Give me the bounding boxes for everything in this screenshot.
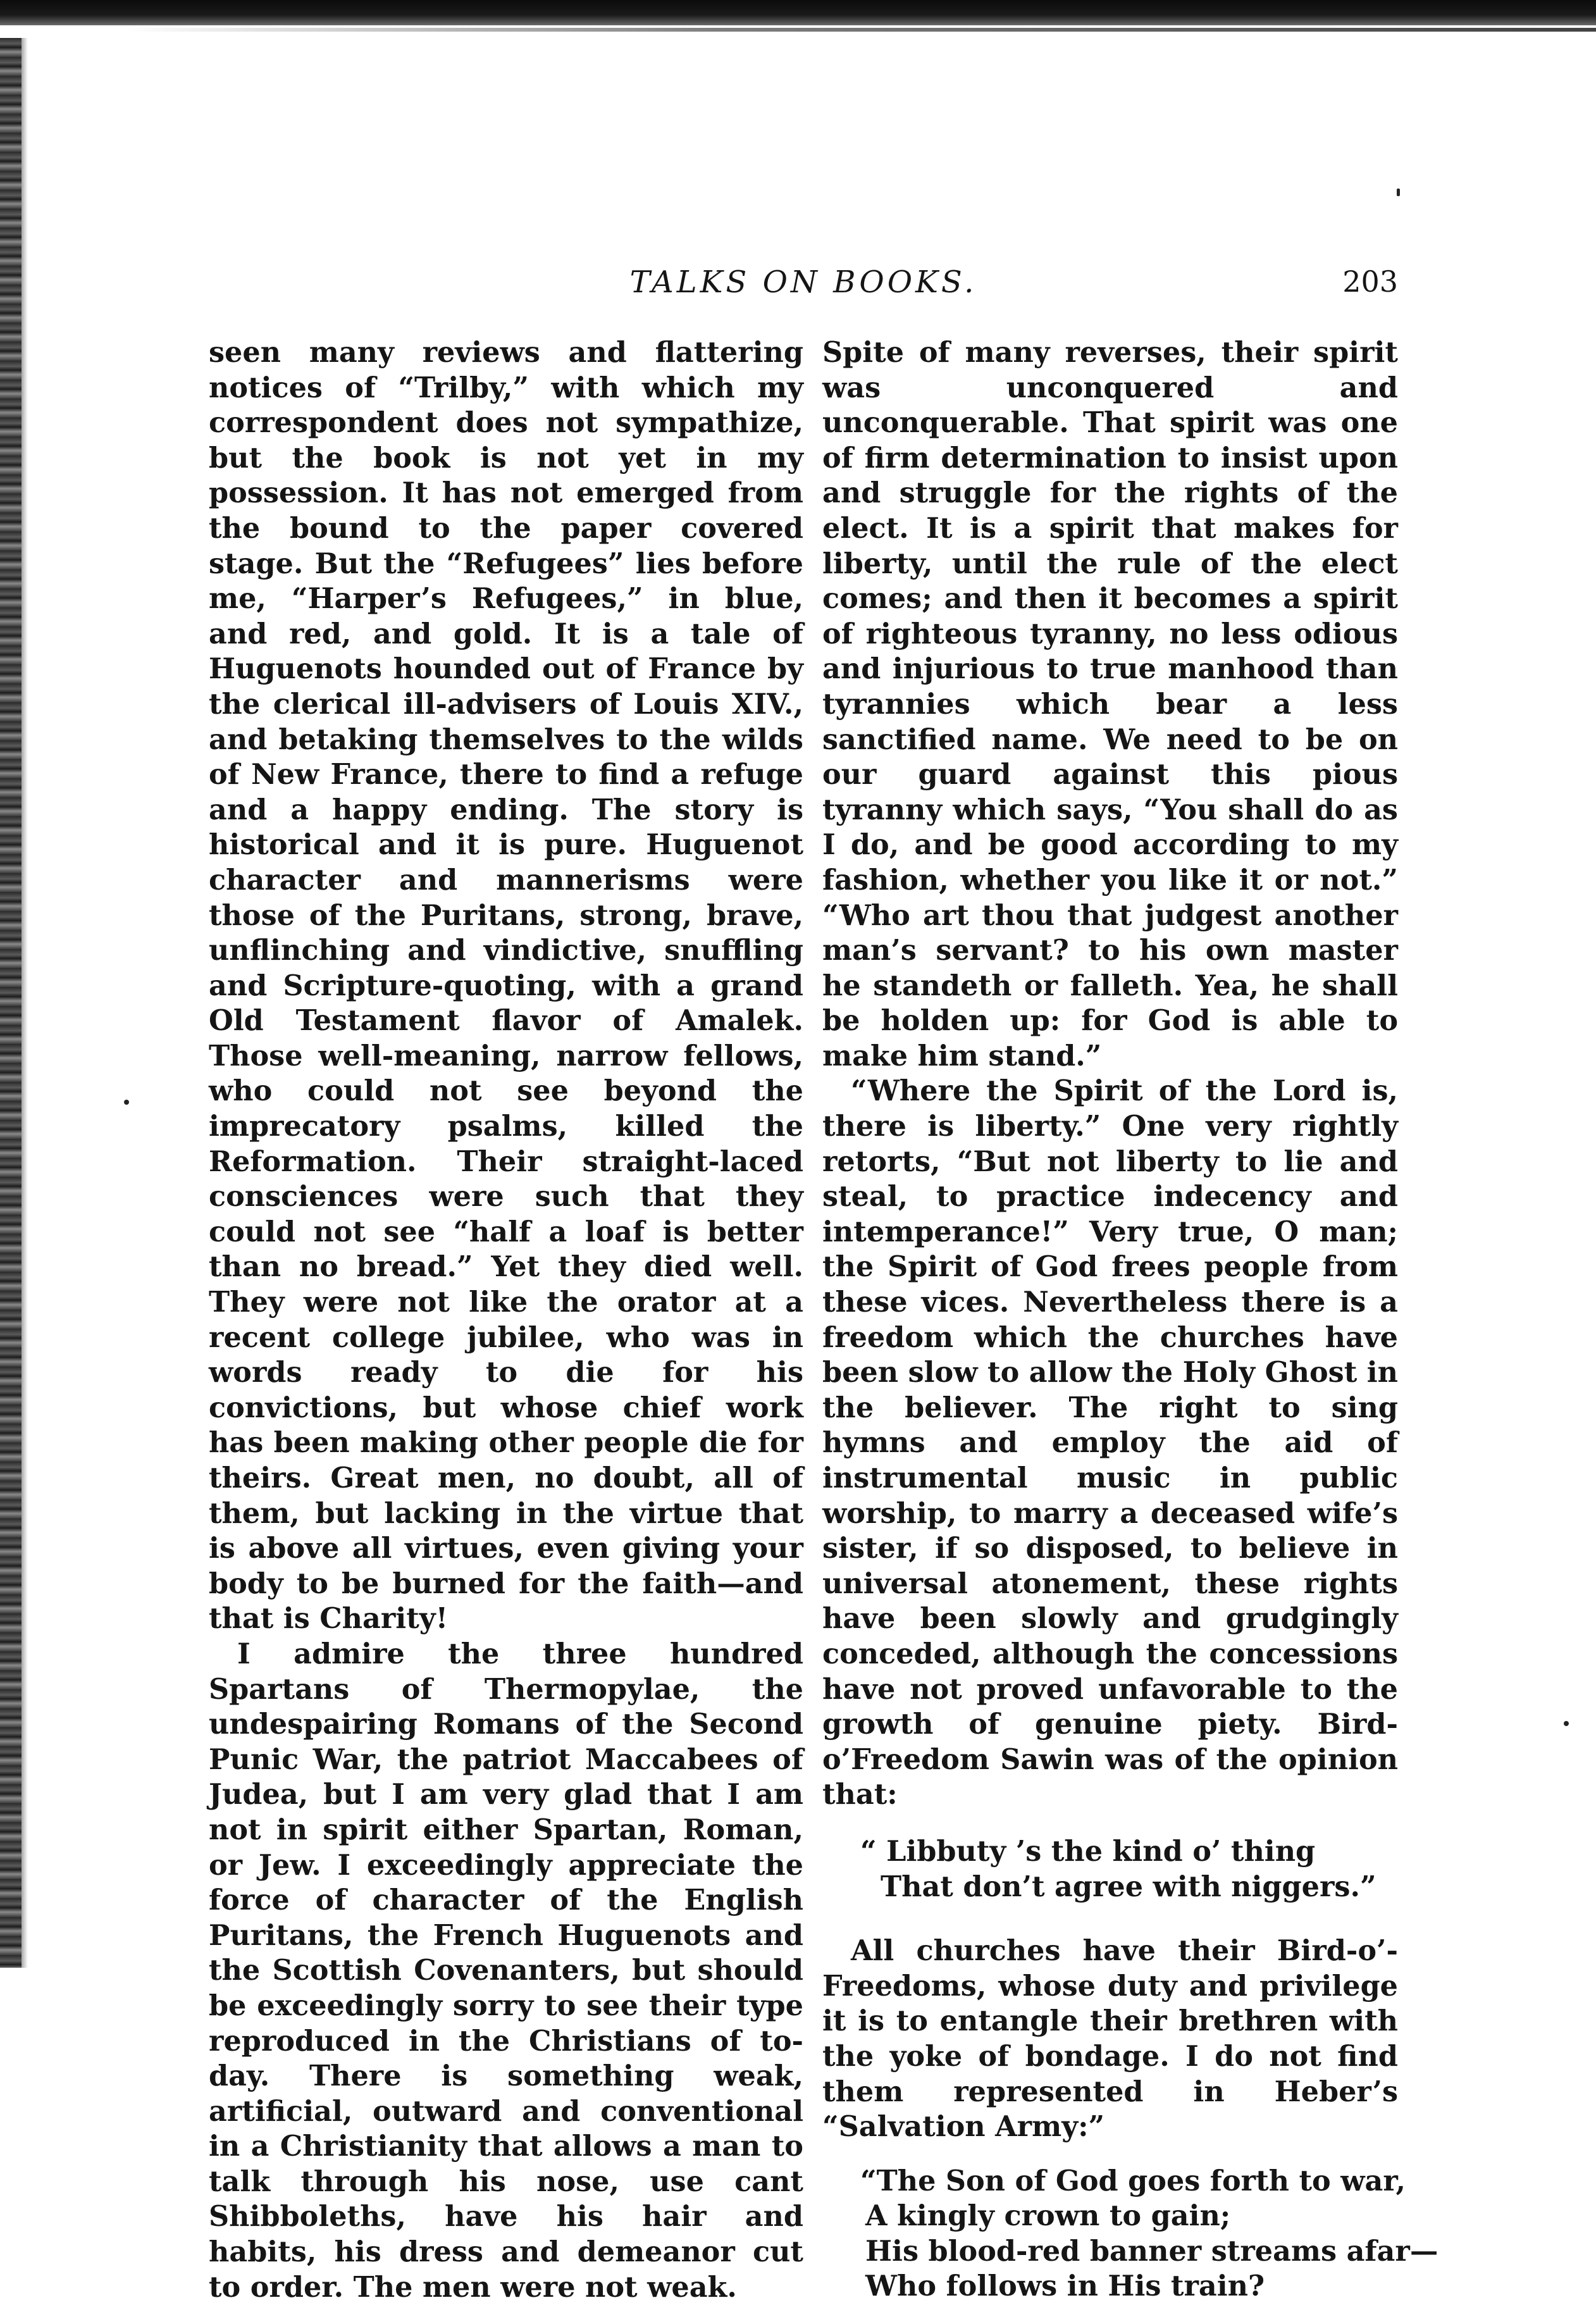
hymn-quote <box>860 2164 1438 2304</box>
left-column <box>209 335 803 2305</box>
paragraph: I admire the three hundred Spartans of Thermopylae, the undespairing Romans of the Second Punic War, the patriot Maccabees of Judea, but I am very glad that I am not in spirit either Spartan, Roman, or Jew. I exceedingly appreciate the force of character of the English Puritans, the French Huguenots and the Scottish Covenanters, but should be exceedingly sorry to see their type reproduced in the Christians of to-day. There is something weak, artificial, outward and conventional in a Christianity that allows a man to talk through his nose, use cant Shibboleths, have his hair and habits, his dress and demeanor cut to order. The men were not weak. <box>209 1637 803 2304</box>
scan-top-edge <box>0 0 1596 25</box>
verse-line: “The Son of God goes forth to war, <box>860 2164 1406 2197</box>
scan-binding-shadow <box>22 38 28 1968</box>
scan-binding-edge <box>0 38 22 1968</box>
page-number: 203 <box>1342 264 1398 299</box>
scan-speck <box>1564 1721 1569 1726</box>
verse-line: That don’t agree with niggers.” <box>881 1870 1376 1903</box>
verse-quote <box>860 1834 1398 1904</box>
scan-speck <box>124 1100 129 1105</box>
verse-line: His blood-red banner streams afar— <box>865 2234 1438 2268</box>
paragraph: seen many reviews and flattering notices of “Trilby,” with which my correspondent does not sympathize, but the book is not yet in my possession. It has not emerged from the bound to the paper covered stage. But the “Refugees” lies before me, “Harper’s Refugees,” in blue, and red, and gold. It is a tale of Huguenots hounded out of France by the clerical ill-advisers of Louis XIV., and betaking themselves to the wilds of New France, there to find a refuge and a happy ending. The story is historical and it is pure. Huguenot character and mannerisms were those of the Puritans, strong, brave, unflinching and vindictive, snuffling and Scripture-quoting, with a grand Old Testament flavor of Amalek. Those well-meaning, narrow fellows, who could not see beyond the imprecatory psalms, killed the Reformation. Their straight-laced consciences were such that they could not see “half a loaf is better than no bread.” Yet they died well. They were not like the orator at a recent college jubilee, who was in words ready to die for his convictions, but whose chief work has been making other people die for theirs. Great men, no doubt, all of them, but lacking in the virtue that is above all virtues, even giving your body to be burned for the faith—and that is Charity! <box>209 336 803 1636</box>
paragraph: All churches have their Bird-o’-Freedoms, whose duty and privilege it is to entangle their brethren with the yoke of bondage. I do not find them represented in Heber’s “Salvation Army:” <box>822 1934 1398 2144</box>
paragraph: Spite of many reverses, their spirit was unconquered and unconquerable. That spirit was one of firm determination to insist upon and struggle for the rights of the elect. It is a spirit that makes for liberty, until the rule of the elect comes; and then it becomes a spirit of righteous tyranny, no less odious and injurious to true manhood than tyrannies which bear a less sanctified name. We need to be on our guard against this pious tyranny which says, “You shall do as I do, and be good according to my fashion, whether you like it or not.” “Who art thou that judgest another man’s servant? to his own master he standeth or falleth. Yea, he shall be holden up: for God is able to make him stand.” <box>822 336 1398 1072</box>
verse-line: Who follows in His train? <box>865 2270 1265 2303</box>
scan-speck <box>1397 189 1400 196</box>
right-column <box>822 335 1438 2304</box>
paragraph: “Where the Spirit of the Lord is, there is liberty.” One very rightly retorts, “But not liberty to lie and steal, to practice indecency and intemperance!” Very true, O man; the Spirit of God frees people from these vices. Nevertheless there is a freedom which the churches have been slow to allow the Holy Ghost in the believer. The right to sing hymns and employ the aid of instrumental music in public worship, to marry a deceased wife’s sister, if so disposed, to believe in universal atonement, these rights have been slowly and grudgingly conceded, although the concessions have not proved unfavorable to the growth of genuine piety. Bird-o’Freedom Sawin was of the opinion that: <box>822 1074 1398 1811</box>
page-header <box>209 264 1398 321</box>
running-head: TALKS ON BOOKS. <box>629 264 977 300</box>
verse-line: A kingly crown to gain; <box>865 2199 1231 2233</box>
verse-line: “ Libbuty ’s the kind o’ thing <box>860 1834 1316 1868</box>
